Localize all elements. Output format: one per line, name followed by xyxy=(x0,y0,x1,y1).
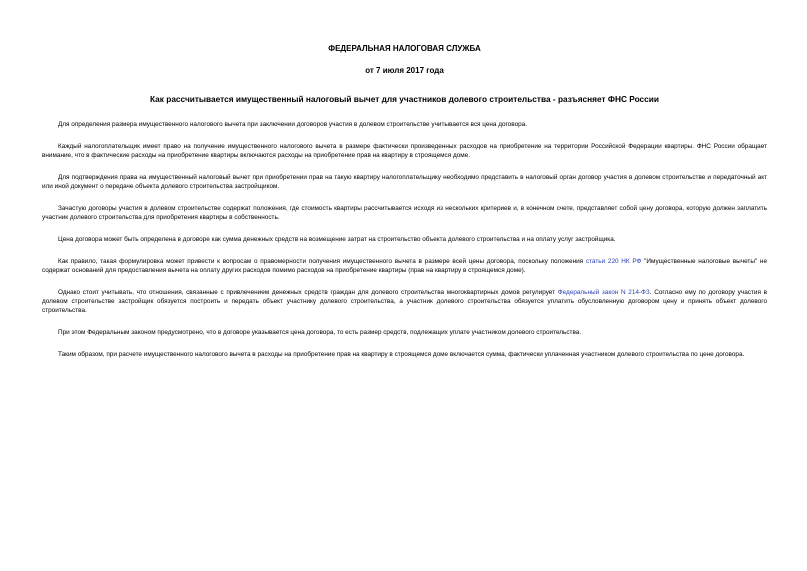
paragraph-5: Цена договора может быть определена в договоре как сумма денежных средств на возмещение затрат на строительство объекта долевого строительства и на оплату услуг застройщика. xyxy=(58,235,616,243)
paragraph-1: Для определения размера имущественного налогового вычета при заключении договоров участия в долевом строительстве учитывается вся цена договора. xyxy=(58,121,528,128)
document-title: Как рассчитывается имущественный налоговый вычет для участников долевого строительства - разъясняет ФНС России xyxy=(150,94,659,104)
paragraph-8: При этом Федеральным законом предусмотрено, что в договоре указывается цена договора, то есть размер средств, подлежащих уплате участником долевого строительства. xyxy=(58,328,582,336)
paragraph-3: Для подтверждения права на имущественный налоговый вычет при приобретении прав на такую квартиру налогоплательщику необходимо представить в налоговый орган договор участия в долевом строительстве и передаточный акт или иной документ о передаче объекта долевого строительства застройщиком. xyxy=(42,173,767,190)
document-date: от 7 июля 2017 года xyxy=(365,66,444,75)
document-body xyxy=(42,120,767,359)
paragraph-6-text-end: "Имущественные налоговые вычеты" не содержат оснований для предоставления вычета на оплату других расходов помимо расходов на приобретение квартиры (прав на квартиру в строящемся доме). xyxy=(42,257,768,274)
paragraph-9: Таким образом, при расчете имущественного налогового вычета в расходы на приобретение прав на квартиру в строящемся доме включается сумма, фактически уплаченная участником долевого строительства по цене договора. xyxy=(58,350,745,358)
paragraph-6-text-start: Как правило, такая формулировка может привести к вопросам о правомерности получения имущественного вычета в размере всей цены договора, поскольку положения xyxy=(58,257,586,265)
paragraph-7 xyxy=(42,288,767,316)
federal-law-214-link[interactable]: Федеральный закон N 214-ФЗ xyxy=(557,288,650,296)
paragraph-7-text-start: Однако стоит учитывать, что отношения, связанные с привлечением денежных средств граждан для долевого строительства многоквартирных домов регулирует xyxy=(58,288,558,296)
organization-heading: ФЕДЕРАЛЬНАЯ НАЛОГОВАЯ СЛУЖБА xyxy=(328,44,481,53)
paragraph-2: Каждый налогоплательщик имеет право на получение имущественного налогового вычета в размере фактически произведенных расходов на приобретение на территории Российской Федерации квартиры. ФНС России обращает внимание, что в фактические расходы на приобретение квартиры включаются расходы на приобретение прав на квартиру в строящемся доме. xyxy=(42,142,767,159)
article-220-link[interactable]: статьи 220 НК РФ xyxy=(585,257,642,265)
paragraph-7-text-end: . Согласно ему по договору участия в долевом строительстве застройщик обязуется построить и передать объект участнику долевого строительства, а участник долевого строительства обязуется уплатить обусловленную договором цену и принять объект долевого строительства. xyxy=(42,288,767,314)
paragraph-4: Зачастую договоры участия в долевом строительстве содержат положения, где стоимость квартиры рассчитывается исходя из нескольких критериев и, в конечном счете, представляет собой цену договора, которую должен заплатить участник долевого строительства для приобретения квартиры в собственность. xyxy=(42,204,767,221)
paragraph-6 xyxy=(42,257,767,275)
